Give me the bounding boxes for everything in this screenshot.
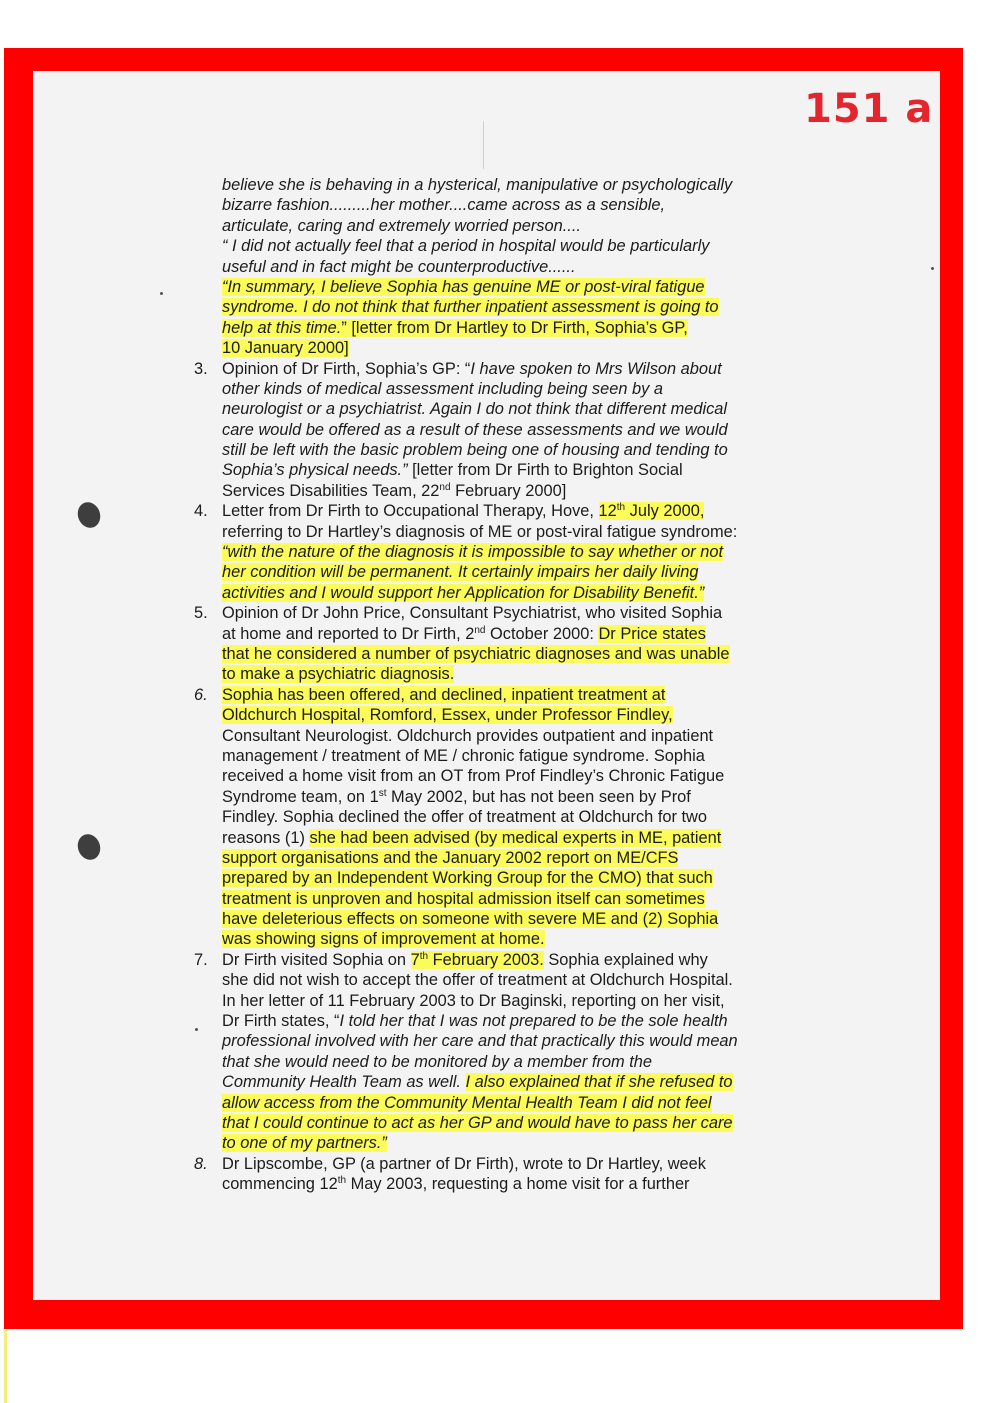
- text-line: In her letter of 11 February 2003 to Dr Baginski, reporting on her visit,: [222, 991, 725, 1010]
- text-line: that he considered a number of psychiatric diagnoses and was unable: [222, 644, 730, 663]
- text-line: Findley. Sophia declined the offer of treatment at Oldchurch for two: [222, 808, 708, 827]
- text-line: was showing signs of improvement at home.: [222, 930, 545, 949]
- list-item-6: 6. Sophia has been offered, and declined, inpatient treatment at: [194, 685, 666, 704]
- text-line: that she would need to be monitored by a member from the: [222, 1052, 653, 1071]
- list-item-8: 8. Dr Lipscombe, GP (a partner of Dr Firth), wrote to Dr Hartley, week: [194, 1154, 706, 1173]
- text-line: “with the nature of the diagnosis it is impossible to say whether or not: [222, 543, 724, 562]
- text-line: Services Disabilities Team, 22nd February 2000]: [222, 481, 567, 500]
- text-line: Dr Firth states, “I told her that I was not prepared to be the sole health: [222, 1012, 728, 1031]
- text-line: 10 January 2000]: [222, 339, 349, 358]
- text-line: articulate, caring and extremely worried person....: [222, 216, 581, 235]
- scan-speck: [160, 292, 163, 295]
- text-line: useful and in fact might be counterproductive......: [222, 257, 576, 276]
- text-line: Syndrome team, on 1st May 2002, but has not been seen by Prof: [222, 787, 691, 806]
- text-line: syndrome. I do not think that further inpatient assessment is going to: [222, 298, 719, 317]
- text-line: she did not wish to accept the offer of treatment at Oldchurch Hospital.: [222, 971, 733, 990]
- text-line: help at this time.” [letter from Dr Hartley to Dr Firth, Sophia’s GP,: [222, 318, 688, 337]
- text-line: treatment is unproven and hospital admission itself can sometimes: [222, 889, 705, 908]
- punch-hole-mark: [74, 499, 104, 531]
- text-line: to make a psychiatric diagnosis.: [222, 665, 455, 684]
- text-line: Community Health Team as well. I also explained that if she refused to: [222, 1073, 733, 1092]
- text-line: Sophia’s physical needs.” [letter from Dr Firth to Brighton Social: [222, 461, 683, 480]
- text-line: commencing 12th May 2003, requesting a home visit for a further: [222, 1175, 690, 1194]
- list-item-3: 3. Opinion of Dr Firth, Sophia’s GP: “I have spoken to Mrs Wilson about: [194, 359, 722, 378]
- text-line: reasons (1) she had been advised (by medical experts in ME, patient: [222, 828, 722, 847]
- text-line: her condition will be permanent. It certainly impairs her daily living: [222, 563, 699, 582]
- list-item-4: 4. Letter from Dr Firth to Occupational Therapy, Hove, 12th July 2000,: [194, 502, 705, 521]
- scan-speck: [931, 267, 934, 270]
- text-line: that I could continue to act as her GP and would have to pass her care: [222, 1113, 733, 1132]
- handwritten-page-number: 151 a: [804, 86, 934, 132]
- text-line: “ I did not actually feel that a period in hospital would be particularly: [222, 237, 710, 256]
- text-line: professional involved with her care and that practically this would mean: [222, 1032, 738, 1051]
- text-line: support organisations and the January 2002 report on ME/CFS: [222, 848, 679, 867]
- text-line: “In summary, I believe Sophia has genuine ME or post-viral fatigue: [222, 277, 705, 296]
- text-line: neurologist or a psychiatrist. Again I do not think that different medical: [222, 400, 728, 419]
- text-line: management / treatment of ME / chronic fatigue syndrome. Sophia: [222, 746, 705, 765]
- text-line: believe she is behaving in a hysterical, manipulative or psychologically: [222, 176, 733, 194]
- text-line: still be left with the basic problem being one of housing and tending to: [222, 441, 728, 460]
- text-line: Oldchurch Hospital, Romford, Essex, under Professor Findley,: [222, 706, 673, 725]
- text-line: to one of my partners.”: [222, 1134, 387, 1153]
- list-item-5: 5. Opinion of Dr John Price, Consultant Psychiatrist, who visited Sophia: [194, 604, 723, 623]
- text-line: Consultant Neurologist. Oldchurch provides outpatient and inpatient: [222, 726, 714, 745]
- text-line: activities and I would support her Application for Disability Benefit.”: [222, 583, 705, 602]
- document-body: [194, 175, 814, 1195]
- text-line: bizarre fashion.........her mother....came across as a sensible,: [222, 196, 666, 215]
- text-line: other kinds of medical assessment including being seen by a: [222, 379, 663, 398]
- highlight-edge-mark: [4, 1330, 7, 1403]
- text-line: at home and reported to Dr Firth, 2nd October 2000: Dr Price states: [222, 624, 706, 643]
- text-line: care would be offered as a result of these assessments and we would: [222, 420, 728, 439]
- punch-hole-mark: [74, 831, 104, 863]
- text-line: prepared by an Independent Working Group for the CMO) that such: [222, 869, 713, 888]
- text-line: have deleterious effects on someone with severe ME and (2) Sophia: [222, 910, 719, 929]
- text-line: allow access from the Community Mental Health Team I did not feel: [222, 1093, 712, 1112]
- list-item-7: 7. Dr Firth visited Sophia on 7th February 2003. Sophia explained why: [194, 950, 708, 969]
- text-line: received a home visit from an OT from Prof Findley’s Chronic Fatigue: [222, 767, 725, 786]
- scan-fold-line: [483, 121, 484, 169]
- text-line: referring to Dr Hartley’s diagnosis of ME or post-viral fatigue syndrome:: [222, 522, 738, 541]
